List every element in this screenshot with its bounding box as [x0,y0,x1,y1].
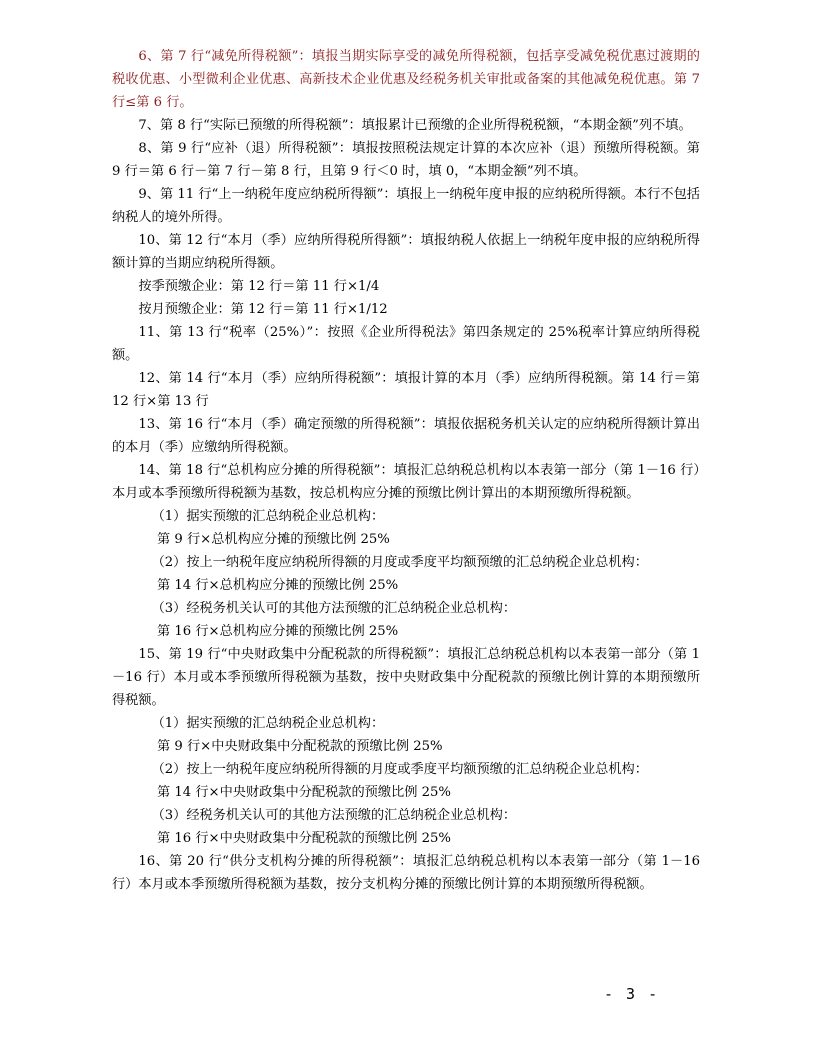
paragraph: 第 16 行×总机构应分摊的预缴比例 25% [157,624,399,639]
paragraph: 第 14 行×总机构应分摊的预缴比例 25% [157,578,399,593]
paragraph: 12、第 14 行“本月（季）应纳所得税额”：填报计算的本月（季）应纳所得税额。第 14 行＝第 12 行×第 13 行 [112,371,700,409]
paragraph: （3）经税务机关认可的其他方法预缴的汇总纳税企业总机构： [151,808,517,823]
paragraph: 按季预缴企业：第 12 行＝第 11 行×1/4 [138,279,380,294]
paragraph: （2）按上一纳税年度应纳税所得额的月度或季度平均额预缴的汇总纳税企业总机构： [151,762,648,777]
paragraph: 14、第 18 行“总机构应分摊的所得税额”：填报汇总纳税总机构以本表第一部分（第 1－16 行）本月或本季预缴所得税额为基数，按总机构应分摊的预缴比例计算出的本期预缴所得税额。 [112,463,700,501]
page-number: - 3 - [604,985,660,1003]
paragraph: 10、第 12 行“本月（季）应纳所得税所得额”：填报纳税人依据上一纳税年度申报的应纳税所得额计算的当期应纳税所得额。 [112,233,700,271]
paragraph: （1）据实预缴的汇总纳税企业总机构： [151,716,385,731]
paragraph: 第 9 行×总机构应分摊的预缴比例 25% [157,532,390,547]
paragraph: 13、第 16 行“本月（季）确定预缴的所得税额”：填报依据税务机关认定的应纳税所得额计算出的本月（季）应缴纳所得税额。 [112,417,700,455]
paragraph: （1）据实预缴的汇总纳税企业总机构： [151,509,385,524]
paragraph: 8、第 9 行“应补（退）所得税额”：填报按照税法规定计算的本次应补（退）预缴所得税额。第 9 行＝第 6 行－第 7 行－第 8 行，且第 9 行＜0 时，填 0，“本期金额”列不填。 [112,141,700,179]
paragraph: 11、第 13 行“税率（25%）”：按照《企业所得税法》第四条规定的 25%税率计算应纳所得税额。 [112,325,700,363]
paragraph: 15、第 19 行“中央财政集中分配税款的所得税额”：填报汇总纳税总机构以本表第一部分（第 1－16 行）本月或本季预缴所得税额为基数，按中央财政集中分配税款的预缴比例计算的本期预缴所得税额。 [112,647,700,708]
paragraph: 第 16 行×中央财政集中分配税款的预缴比例 25% [157,831,451,846]
paragraph: 按月预缴企业：第 12 行＝第 11 行×1/12 [138,302,388,317]
paragraph: 第 14 行×中央财政集中分配税款的预缴比例 25% [157,785,451,800]
paragraph: （3）经税务机关认可的其他方法预缴的汇总纳税企业总机构： [151,601,517,616]
paragraph: 16、第 20 行“供分支机构分摊的所得税额”：填报汇总纳税总机构以本表第一部分（第 1－16 行）本月或本季预缴所得税额为基数，按分支机构分摊的预缴比例计算的本期预缴所得税额。 [112,854,700,892]
paragraph: 6、第 7 行“减免所得税额”：填报当期实际享受的减免所得税额，包括享受减免税优惠过渡期的税收优惠、小型微利企业优惠、高新技术企业优惠及经税务机关审批或备案的其他减免税优惠。第 7 行≤第 6 行。 [112,49,700,110]
paragraph: 第 9 行×中央财政集中分配税款的预缴比例 25% [157,739,443,754]
paragraph: 7、第 8 行“实际已预缴的所得税额”：填报累计已预缴的企业所得税税额，“本期金额”列不填。 [138,118,692,133]
document-body [112,45,700,896]
paragraph: 9、第 11 行“上一纳税年度应纳税所得额”：填报上一纳税年度申报的应纳税所得额。本行不包括纳税人的境外所得。 [112,187,700,225]
paragraph: （2）按上一纳税年度应纳税所得额的月度或季度平均额预缴的汇总纳税企业总机构： [151,555,648,570]
